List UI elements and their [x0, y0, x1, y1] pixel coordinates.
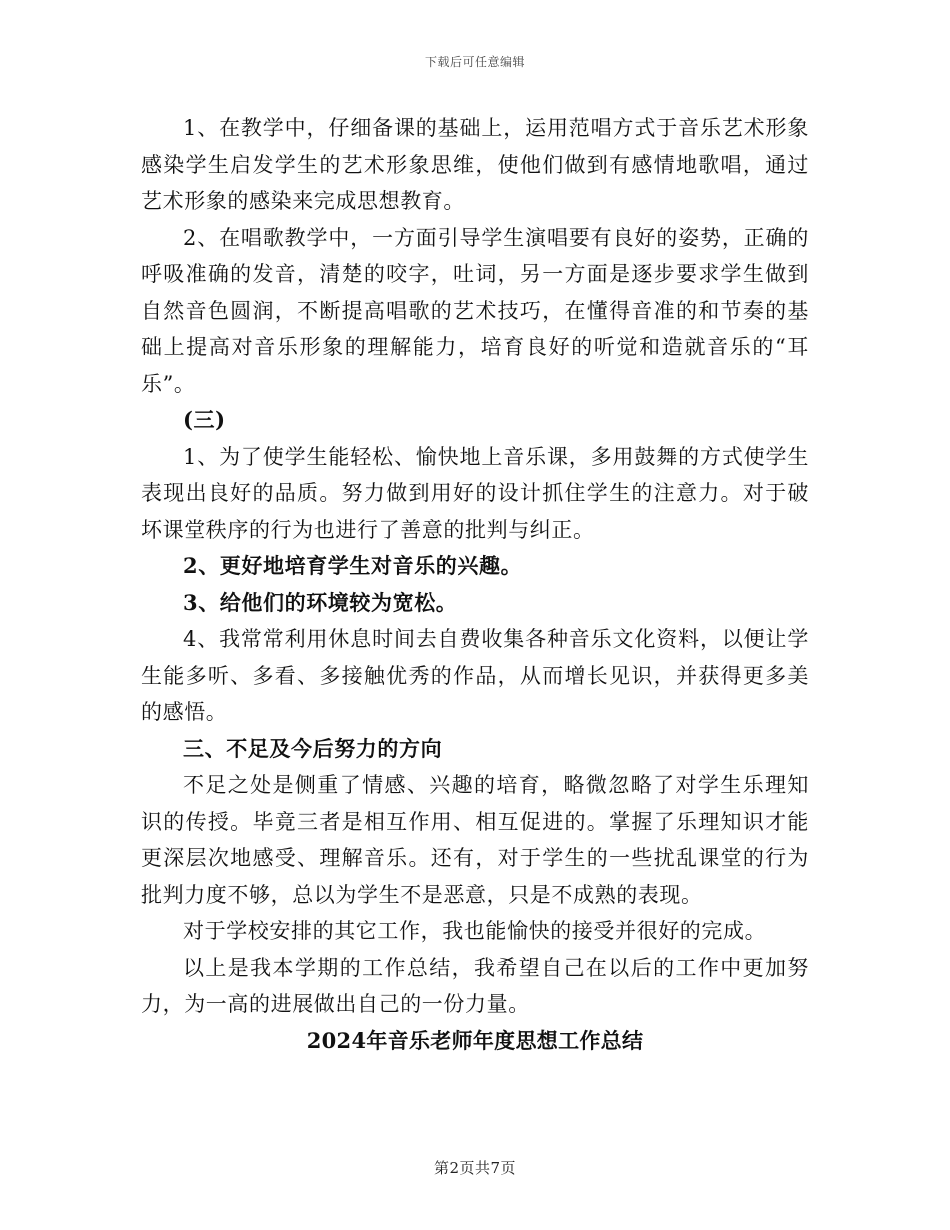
page-number: 第2页共7页 [433, 1159, 517, 1177]
paragraph-4: 4、我常常利用休息时间去自费收集各种音乐文化资料，以便让学生能多听、多看、多接触优秀的作品，从而增长见识，并获得更多美的感悟。 [141, 627, 809, 724]
bold-item-2: 2、更好地培育学生对音乐的兴趣。 [183, 553, 523, 578]
document-title: 2024年音乐老师年度思想工作总结 [306, 1027, 644, 1053]
section-heading-shortcomings: 三、不足及今后努力的方向 [183, 735, 443, 761]
document-body [141, 110, 809, 1059]
page-header: 下载后可任意编辑 [424, 55, 525, 69]
bold-item-3: 3、给他们的环境较为宽松。 [183, 589, 458, 615]
paragraph-6: 对于学校安排的其它工作，我也能愉快的接受并很好的完成。 [183, 919, 767, 943]
paragraph-1: 1、在教学中，仔细备课的基础上，运用范唱方式于音乐艺术形象感染学生启发学生的艺术形象思维，使他们做到有感情地歌唱，通过艺术形象的感染来完成思想教育。 [141, 116, 809, 213]
section-heading-3: (三) [183, 407, 226, 432]
paragraph-3: 1、为了使学生能轻松、愉快地上音乐课，多用鼓舞的方式使学生表现出良好的品质。努力做到用好的设计抓住学生的注意力。对于破坏课堂秩序的行为也进行了善意的批判与纠正。 [141, 444, 809, 542]
paragraph-7: 以上是我本学期的工作总结，我希望自己在以后的工作中更加努力，为一高的进展做出自己的一份力量。 [141, 955, 809, 1016]
paragraph-5: 不足之处是侧重了情感、兴趣的培育，略微忽略了对学生乐理知识的传授。毕竟三者是相互作用、相互促进的。掌握了乐理知识才能更深层次地感受、理解音乐。还有，对于学生的一些扰乱课堂的行为批判力度不够，总以为学生不是恶意，只是不成熟的表现。 [141, 773, 809, 907]
paragraph-2: 2、在唱歌教学中，一方面引导学生演唱要有良好的姿势，正确的呼吸准确的发音，清楚的咬字，吐词，另一方面是逐步要求学生做到自然音色圆润，不断提高唱歌的艺术技巧，在懂得音准的和节奏的基础上提高对音乐形象的理解能力，培育良好的听觉和造就音乐的“耳乐”。 [141, 225, 809, 396]
